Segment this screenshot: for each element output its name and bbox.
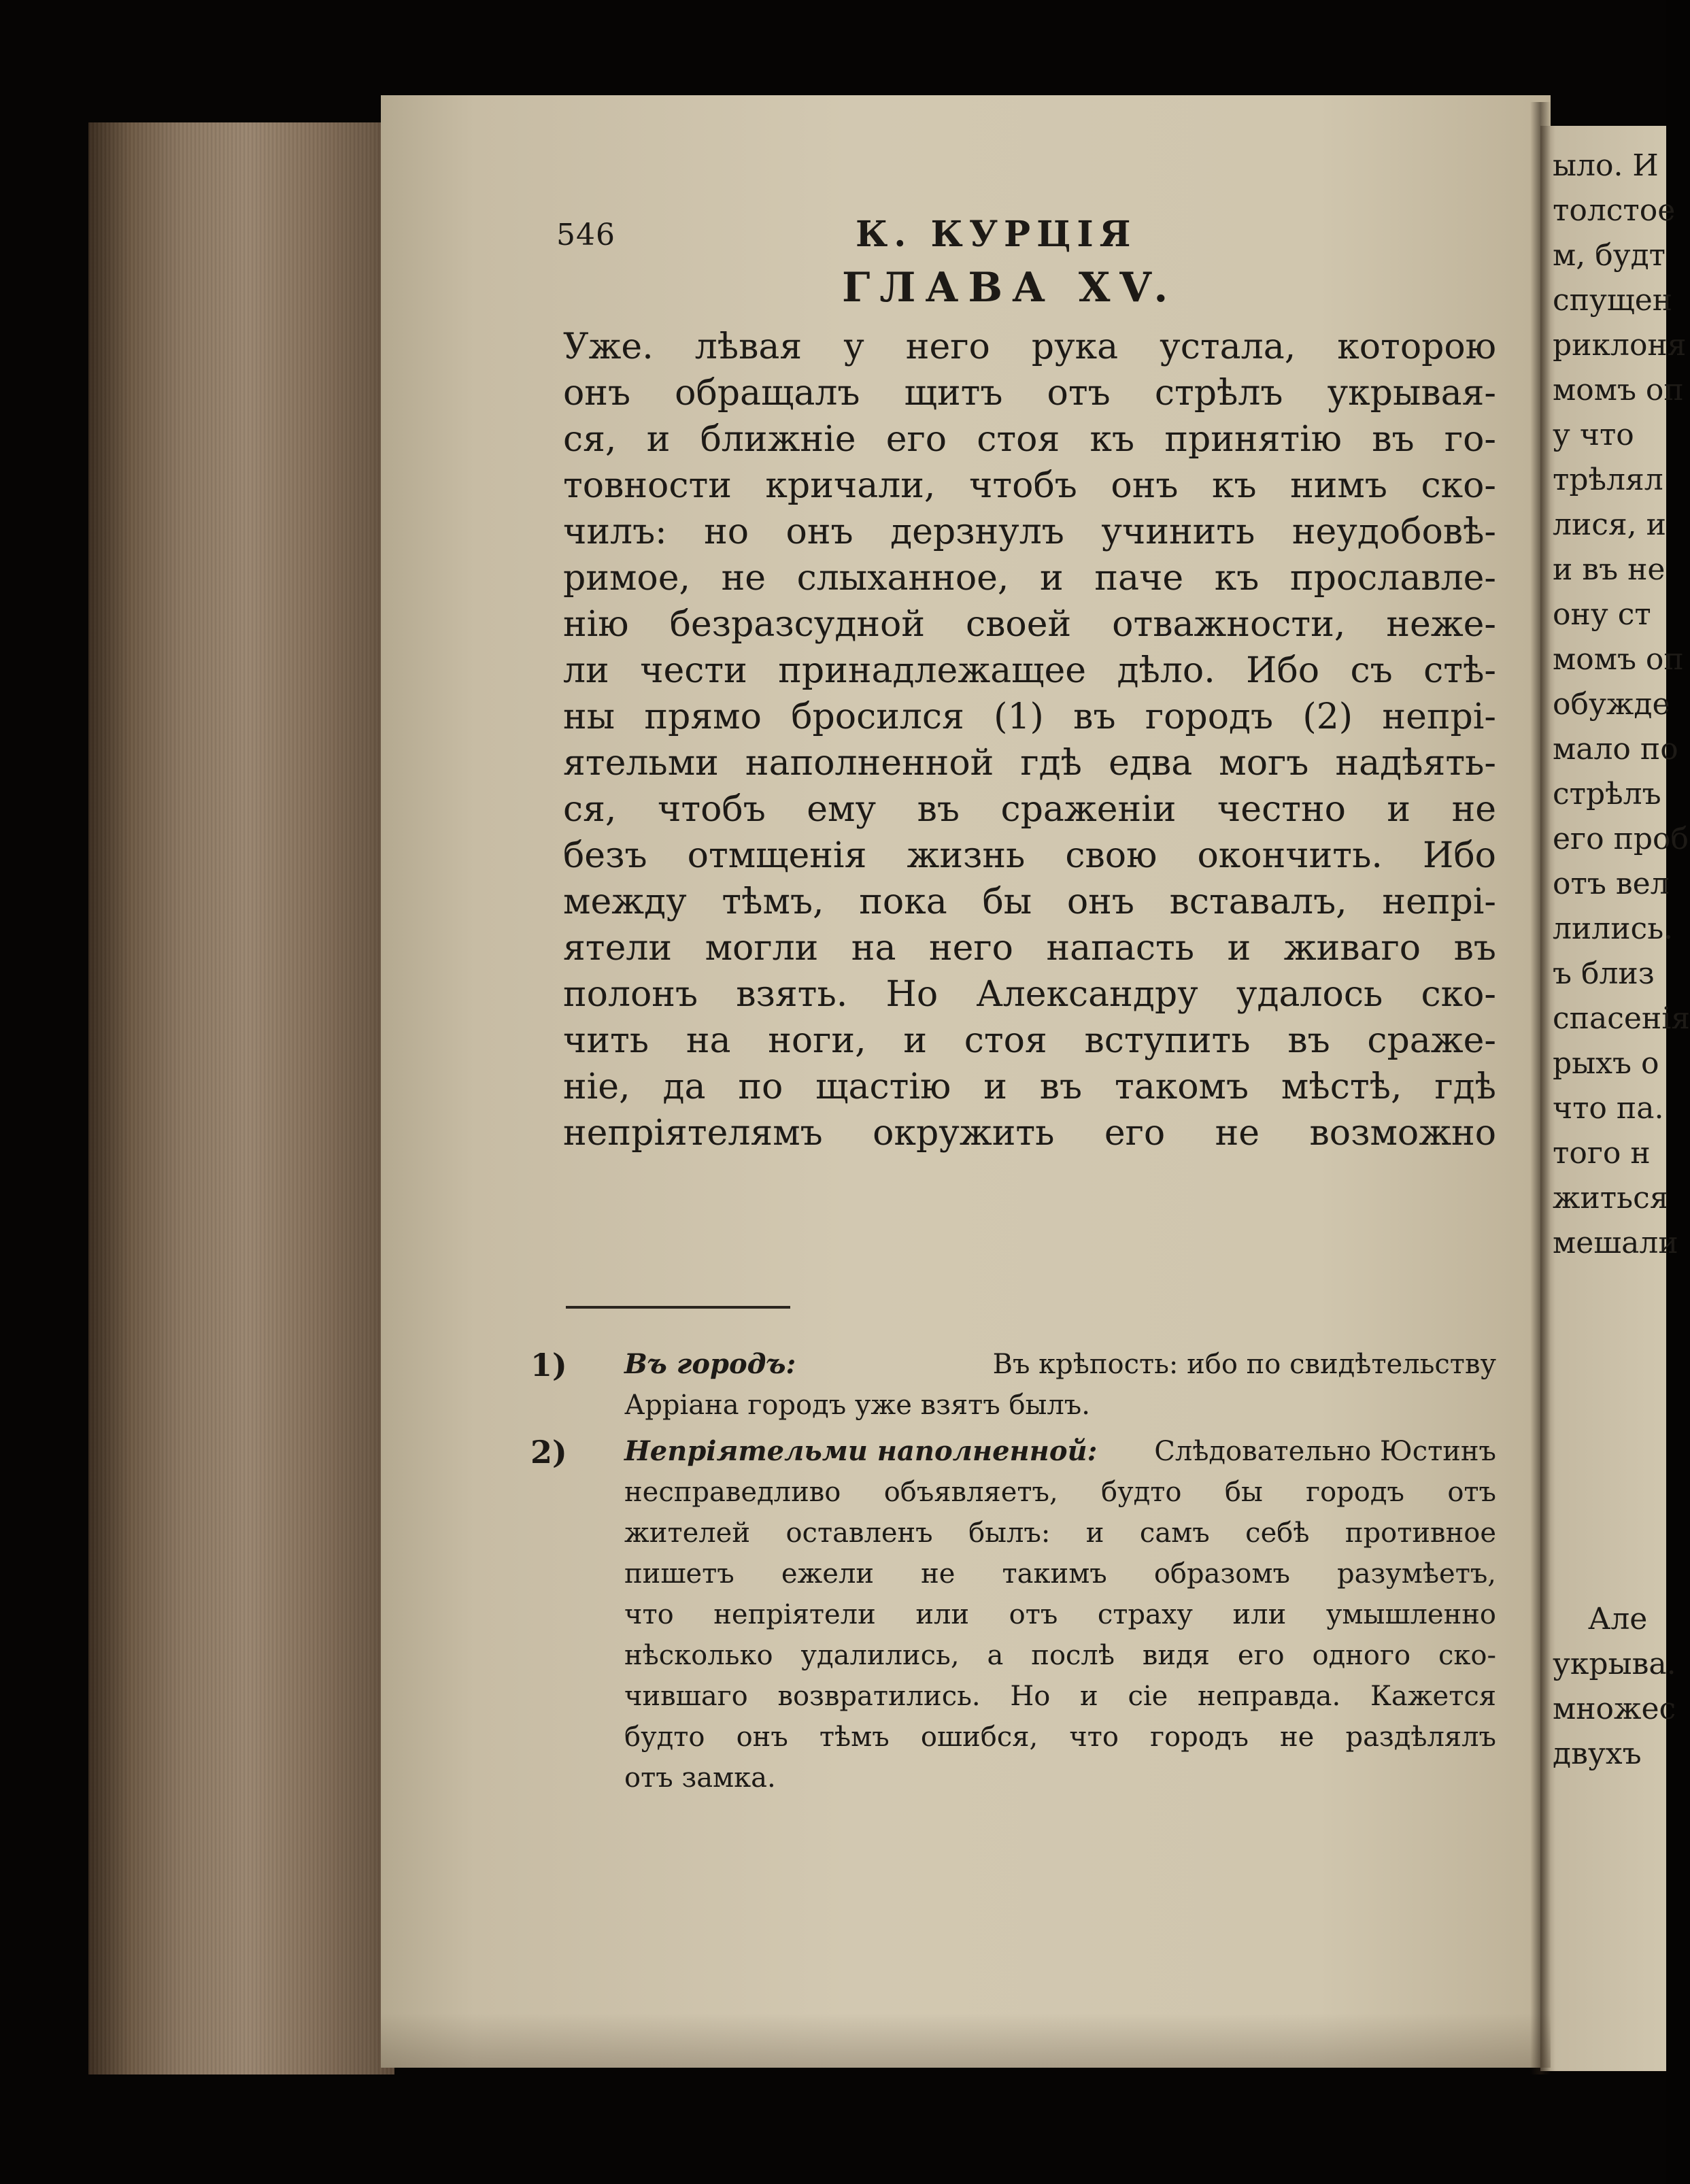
right-page-line: житься (1553, 1181, 1669, 1215)
body-line: ятели могли на него напасть и живаго въ (563, 928, 1496, 969)
body-line: между тѣмъ, пока бы онъ вставалъ, непрі- (563, 881, 1496, 922)
body-line: товности кричали, чтобъ онъ къ нимъ ско- (563, 465, 1496, 506)
body-line: полонъ взять. Но Александру удалось ско- (563, 974, 1496, 1015)
right-page-line: отъ вел (1553, 867, 1670, 901)
right-page-line: обужде (1553, 687, 1670, 722)
page-bottom-shadow (381, 2013, 1551, 2068)
right-page-line: м, будт (1553, 238, 1666, 273)
right-page-line: укрыва. (1553, 1647, 1676, 1681)
footnote-term: Непріятельми наполненной: (624, 1435, 1098, 1467)
footnote-text: Слѣдовательно Юстинъ (1154, 1436, 1496, 1467)
body-line: непріятелямъ окружить его не возможно (563, 1113, 1496, 1154)
footnote-line (624, 1434, 1496, 1469)
body-line: ны прямо бросился (1) въ городъ (2) непрі- (563, 696, 1496, 737)
right-page-line: мало по (1553, 732, 1678, 767)
footnote-line: Арріана городъ уже взятъ былъ. (624, 1390, 1090, 1421)
footnote-text: Въ крѣпость: ибо по свидѣтельству (992, 1349, 1496, 1380)
right-page-line: трѣлял (1553, 463, 1663, 497)
footnote-line: будто онъ тѣмъ ошибся, что городъ не раздѣлялъ (624, 1721, 1496, 1753)
body-line: чить на ноги, и стоя вступить въ сраже- (563, 1020, 1496, 1061)
right-page-line: момъ оп (1553, 642, 1684, 677)
footnote-marker: 1) (530, 1347, 567, 1383)
page-gutter (1530, 102, 1551, 2074)
body-line: ся, чтобъ ему въ сраженіи честно и не (563, 789, 1496, 830)
page-number: 546 (556, 218, 615, 252)
right-page-line: лися, и (1553, 507, 1666, 542)
right-page-line: рыхъ о (1553, 1046, 1659, 1081)
footnote-line: пишетъ ежели не такимъ образомъ разумѣетъ, (624, 1558, 1496, 1590)
right-page-line: и въ не (1553, 552, 1666, 587)
footnote-line: нѣсколько удалились, а послѣ видя его одного ско- (624, 1640, 1496, 1671)
right-page-line: у что (1553, 418, 1634, 452)
body-line: ся, и ближніе его стоя къ принятію въ го- (563, 419, 1496, 460)
right-page-line: стрѣлъ (1553, 777, 1661, 811)
footnote-line: чившаго возвратились. Но и сіе неправда. Кажется (624, 1681, 1496, 1712)
right-page-line: Але (1588, 1602, 1648, 1636)
right-page-line: спущен (1553, 283, 1673, 318)
right-page-line: его проб (1553, 822, 1689, 856)
book-page-edges (88, 122, 394, 2074)
body-line: ніе, да по щастію и въ такомъ мѣстѣ, гдѣ (563, 1066, 1496, 1107)
chapter-title: ГЛАВА XV. (842, 264, 1178, 312)
right-page-line: множес (1553, 1692, 1676, 1726)
right-page-line: риклоня (1553, 328, 1687, 363)
body-line: нію безразсудной своей отважности, неже- (563, 604, 1496, 645)
footnote-term: Въ городъ: (624, 1348, 796, 1380)
right-page-line: спасенія (1553, 1001, 1690, 1036)
body-line: римое, не слыханное, и паче къ прославле- (563, 558, 1496, 599)
right-page-line: ъ близ (1553, 956, 1655, 991)
right-page-line: лились. (1553, 911, 1674, 946)
footnote-line (624, 1347, 1496, 1382)
right-page-line: ону ст (1553, 597, 1651, 632)
body-line: ли чести принадлежащее дѣло. Ибо съ стѣ- (563, 650, 1496, 691)
footnote-line: несправедливо объявляетъ, будто бы городъ отъ (624, 1477, 1496, 1508)
right-page-line: что па. (1553, 1091, 1664, 1126)
body-line: онъ обращалъ щитъ отъ стрѣлъ укрывая- (563, 373, 1496, 414)
footnote-line: отъ замка. (624, 1762, 776, 1794)
running-head: К. КУРЦІЯ (856, 214, 1137, 255)
right-page-fragment (1540, 126, 1690, 2071)
right-page-line: того н (1553, 1136, 1651, 1171)
right-page-line: двухъ (1553, 1736, 1642, 1771)
right-page-line: толстое (1553, 193, 1676, 228)
right-page-line: мешали (1553, 1226, 1678, 1260)
footnote-marker: 2) (530, 1434, 567, 1471)
footnote-line: жителей оставленъ былъ: и самъ себѣ противное (624, 1517, 1496, 1549)
body-line: чилъ: но онъ дерзнулъ учинить неудобовѣ- (563, 511, 1496, 552)
footnote-line: что непріятели или отъ страху или умышленно (624, 1599, 1496, 1630)
right-page-line: момъ оп (1553, 373, 1684, 407)
body-line: безъ отмщенія жизнь свою окончить. Ибо (563, 835, 1496, 876)
body-line: ятельми наполненной гдѣ едва могъ надѣять- (563, 743, 1496, 784)
body-line: Уже. лѣвая у него рука устала, которою (563, 326, 1496, 367)
footnote-separator-rule (566, 1306, 790, 1309)
right-page-line: ыло. И (1553, 148, 1659, 183)
